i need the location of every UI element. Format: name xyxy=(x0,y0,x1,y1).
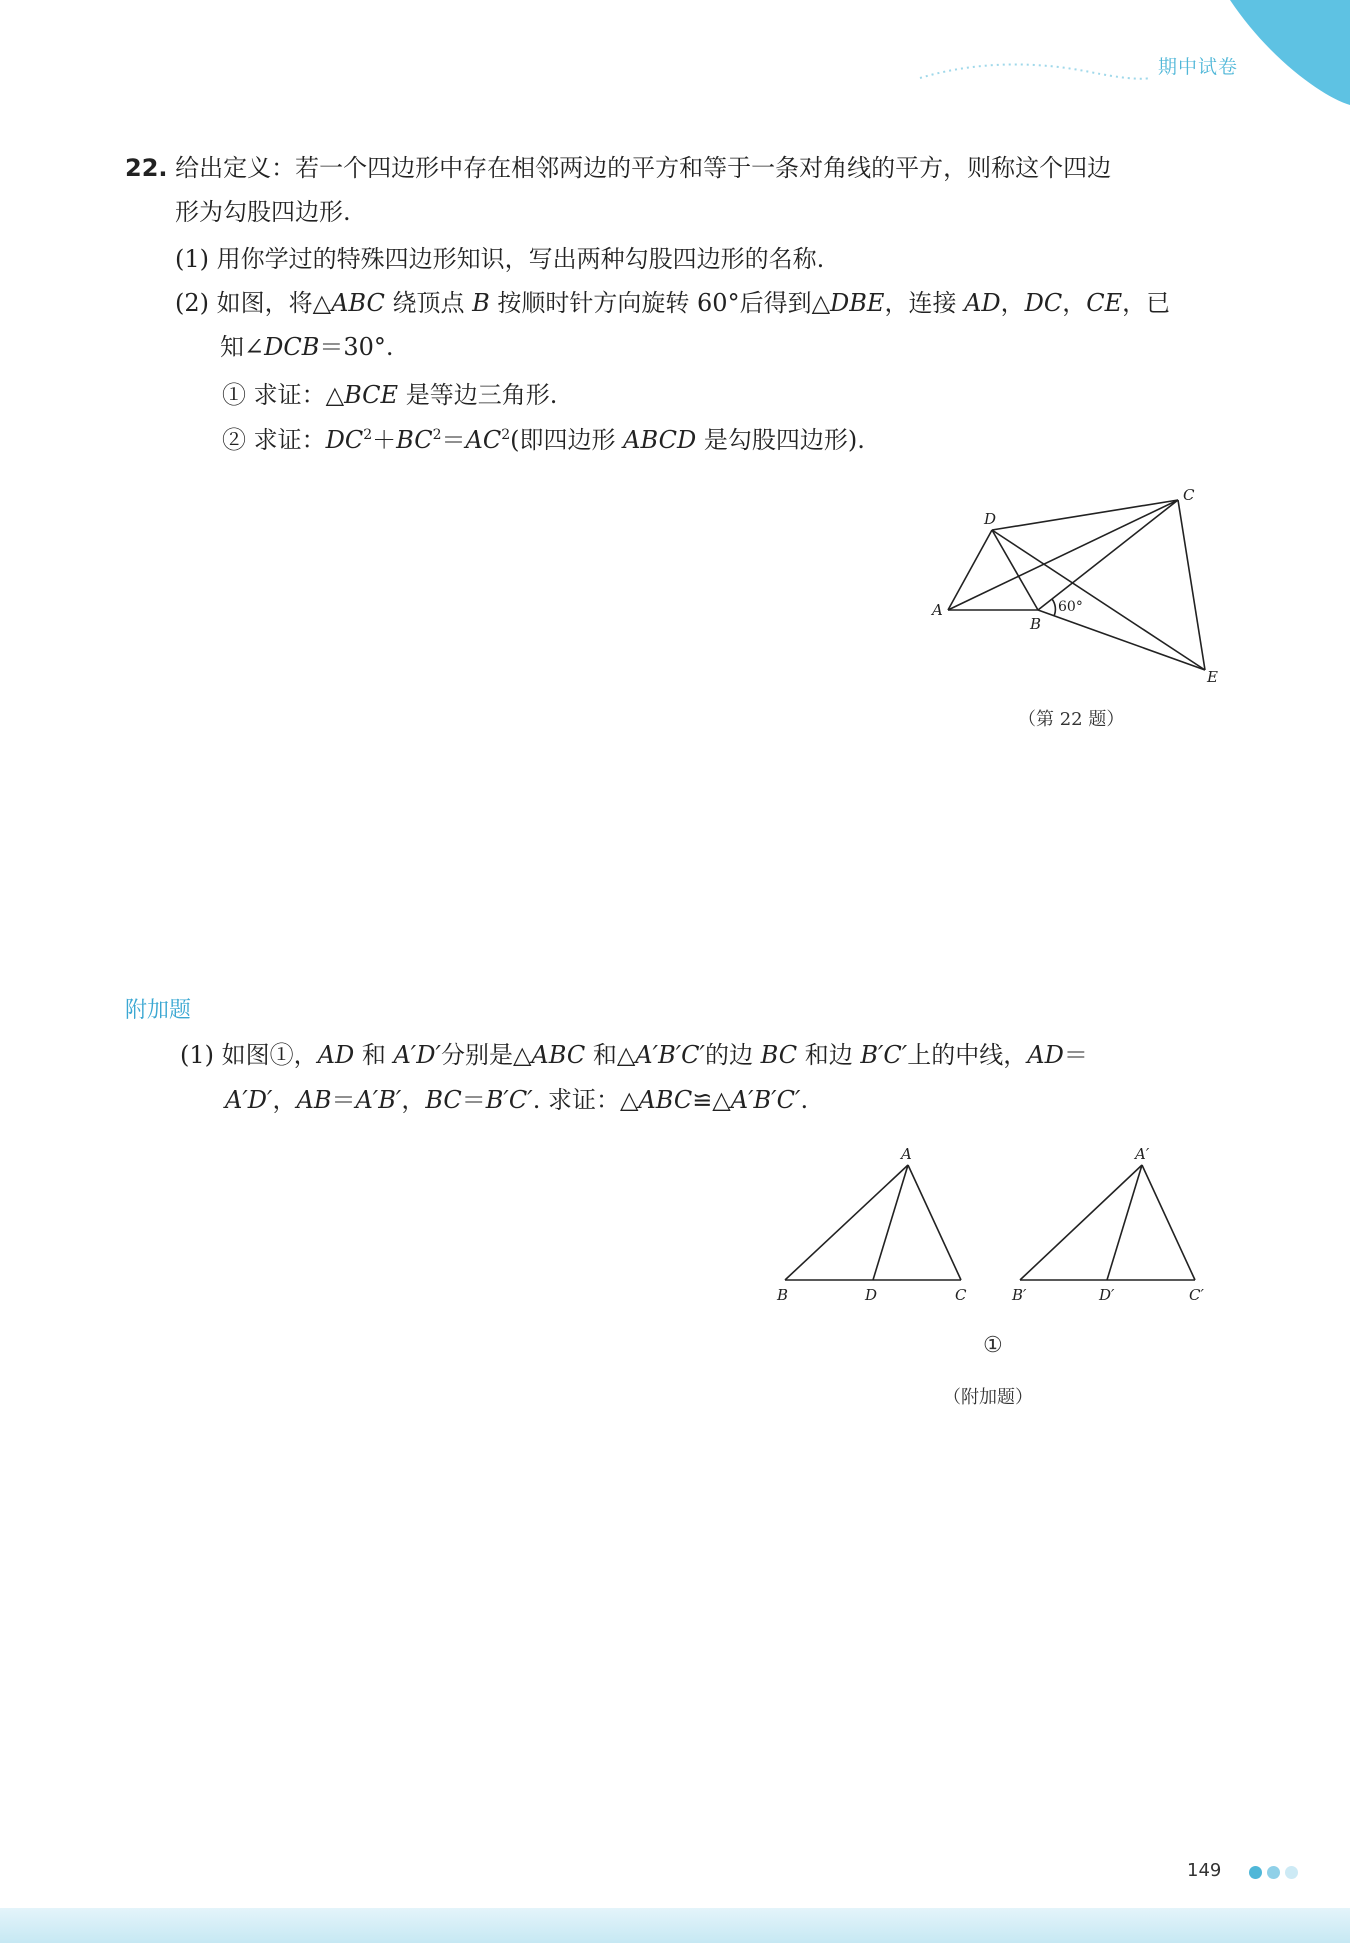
text-segment: 按顺时针方向旋转 60°后得到△ xyxy=(489,289,831,317)
math-var: AC xyxy=(465,426,502,454)
text-segment: 绕顶点 xyxy=(384,289,473,317)
text-segment: ＝ xyxy=(461,1086,486,1114)
problem22-part2-line2 xyxy=(220,332,394,362)
text-segment: (2) 如图，将△ xyxy=(175,289,332,317)
math-var: A′B′ xyxy=(355,1086,402,1114)
footer-dot-icon xyxy=(1249,1866,1262,1879)
text-segment: ① 求证：△ xyxy=(222,381,345,409)
text-segment: (即四边形 xyxy=(510,426,624,454)
text-segment: 和△ xyxy=(585,1041,636,1069)
problem22-number: 22. xyxy=(125,154,168,182)
math-var: A′B′C′ xyxy=(730,1086,801,1114)
segment-AC-right xyxy=(1142,1165,1195,1280)
label-D: D xyxy=(984,510,997,528)
header-dotted-wave xyxy=(0,0,1350,100)
label-B: B xyxy=(1030,615,1042,633)
text-segment: 的边 xyxy=(704,1041,761,1069)
superscript: 2 xyxy=(363,427,373,443)
math-var: B′C′ xyxy=(860,1041,908,1069)
label-B: B xyxy=(777,1286,789,1304)
math-var: DCB xyxy=(264,333,320,361)
extra-problem-line1 xyxy=(180,1040,1088,1070)
superscript: 2 xyxy=(501,427,511,443)
problem22-definition-text: 给出定义：若一个四边形中存在相邻两边的平方和等于一条对角线的平方，则称这个四边 xyxy=(175,154,1112,182)
text-segment: ＝ xyxy=(1063,1041,1088,1069)
text-segment: ＋ xyxy=(372,426,397,454)
label-B-prime: B′ xyxy=(1012,1286,1027,1304)
segment-DE xyxy=(992,530,1205,670)
footer-dot-icon xyxy=(1267,1866,1280,1879)
extra-problem-heading: 附加题 xyxy=(125,998,192,1023)
label-C: C xyxy=(955,1286,967,1304)
math-var: A′D′ xyxy=(393,1041,441,1069)
label-A-prime: A′ xyxy=(1135,1145,1150,1163)
text-segment: (1) 如图①， xyxy=(180,1041,318,1069)
angle-label: 60° xyxy=(1058,599,1083,615)
segment-DC xyxy=(992,500,1178,530)
footer-band xyxy=(0,1908,1350,1943)
text-segment: ＝ xyxy=(441,426,466,454)
footer-dot-icon xyxy=(1285,1866,1298,1879)
text-segment: ， xyxy=(1000,289,1025,317)
extra-figure-index: ① xyxy=(983,1333,1003,1358)
problem22-figure-caption: （第 22 题） xyxy=(1018,709,1125,730)
math-var: AD xyxy=(964,289,1001,317)
label-A: A xyxy=(932,601,943,619)
superscript: 2 xyxy=(432,427,442,443)
math-var: B′C′ xyxy=(485,1086,533,1114)
page-number: 149 xyxy=(1187,1860,1222,1881)
extra-problem-figure xyxy=(765,1145,1215,1310)
math-var: A′D′ xyxy=(225,1086,273,1114)
math-var: BCE xyxy=(344,381,399,409)
math-var: ABC xyxy=(531,1041,586,1069)
segment-DA xyxy=(948,530,992,610)
text-segment: 分别是△ xyxy=(440,1041,532,1069)
problem22-part1: (1) 用你学过的特殊四边形知识，写出两种勾股四边形的名称. xyxy=(175,245,825,273)
text-segment: ，已 xyxy=(1122,289,1171,317)
text-segment: 和边 xyxy=(797,1041,861,1069)
math-var: DC xyxy=(325,426,364,454)
problem22-subquestion1 xyxy=(222,380,557,410)
segment-CE xyxy=(1178,500,1205,670)
text-segment: 是勾股四边形). xyxy=(696,426,865,454)
label-D: D xyxy=(865,1286,878,1304)
math-var: ABC xyxy=(638,1086,693,1114)
math-var: B xyxy=(472,289,490,317)
text-segment: 知∠ xyxy=(220,333,265,361)
label-A: A xyxy=(901,1145,912,1163)
math-var: AD xyxy=(317,1041,355,1069)
segment-AC-left xyxy=(908,1165,961,1280)
label-C-prime: C′ xyxy=(1189,1286,1204,1304)
text-segment: 是等边三角形. xyxy=(398,381,558,409)
math-var: AD xyxy=(1027,1041,1064,1069)
text-segment: . 求证：△ xyxy=(532,1086,639,1114)
text-segment: ， xyxy=(1062,289,1087,317)
math-var: DBE xyxy=(830,289,885,317)
math-var: ABCD xyxy=(623,426,697,454)
header-section-title: 期中试卷 xyxy=(1158,56,1239,78)
label-C: C xyxy=(1183,486,1195,504)
math-var: BC xyxy=(396,426,433,454)
math-var: ABC xyxy=(331,289,385,317)
segment-AB-left xyxy=(785,1165,908,1280)
text-segment: . xyxy=(800,1086,809,1114)
problem22-part2-line1 xyxy=(175,288,1170,318)
text-segment: ＝30°. xyxy=(319,333,394,361)
math-var: A′B′C′ xyxy=(635,1041,705,1069)
problem22-figure xyxy=(920,480,1230,695)
text-segment: 上的中线， xyxy=(907,1041,1028,1069)
text-segment: ， xyxy=(401,1086,426,1114)
math-var: DC xyxy=(1024,289,1063,317)
math-var: AB xyxy=(296,1086,332,1114)
text-segment: 和 xyxy=(354,1041,394,1069)
text-segment: ， xyxy=(272,1086,297,1114)
math-var: BC xyxy=(760,1041,798,1069)
segment-AC xyxy=(948,500,1178,610)
text-segment: ② 求证： xyxy=(222,426,326,454)
angle-arc xyxy=(1052,599,1055,616)
problem22-definition-line2: 形为勾股四边形. xyxy=(175,198,351,226)
text-segment: ≌△ xyxy=(692,1086,731,1114)
text-segment: ，连接 xyxy=(884,289,965,317)
label-E: E xyxy=(1207,668,1218,686)
segment-BC xyxy=(1038,500,1178,610)
math-var: CE xyxy=(1086,289,1123,317)
segment-BE xyxy=(1038,610,1205,670)
problem22-definition-line1 xyxy=(125,153,1111,183)
extra-problem-line2 xyxy=(225,1085,808,1115)
text-segment: ＝ xyxy=(331,1086,356,1114)
label-D-prime: D′ xyxy=(1099,1286,1115,1304)
problem22-subquestion2 xyxy=(222,425,865,455)
extra-figure-caption: （附加题） xyxy=(943,1387,1033,1408)
math-var: BC xyxy=(425,1086,462,1114)
